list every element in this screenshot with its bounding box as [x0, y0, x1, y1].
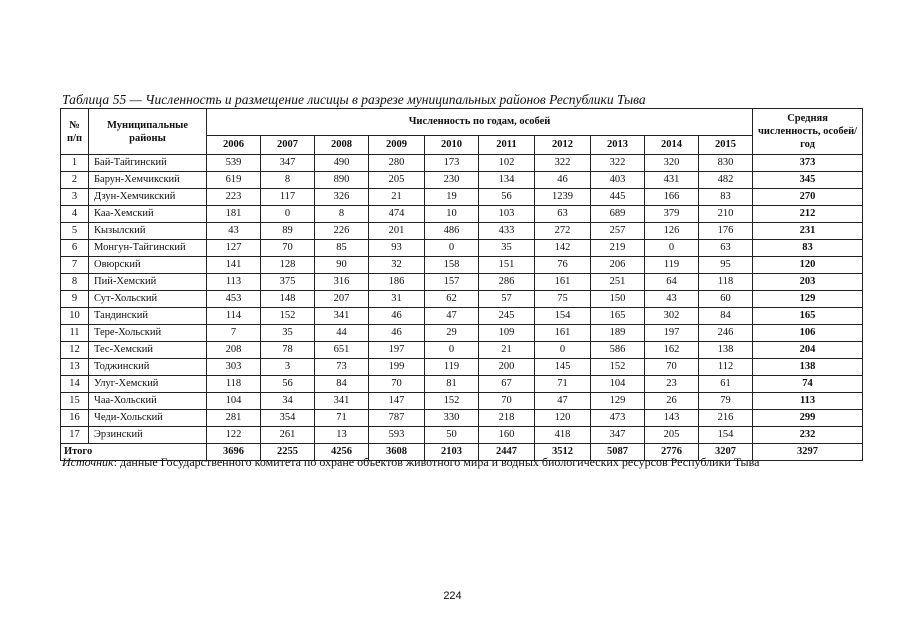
year-value: 19 [425, 189, 479, 206]
year-value: 70 [479, 393, 535, 410]
year-value: 129 [591, 393, 645, 410]
average-value: 120 [753, 257, 863, 274]
table-row [61, 257, 863, 274]
year-value: 1239 [535, 189, 591, 206]
year-value: 586 [591, 342, 645, 359]
year-value: 379 [645, 206, 699, 223]
total-year-value: 3207 [699, 444, 753, 461]
year-value: 651 [315, 342, 369, 359]
row-number: 13 [61, 359, 89, 376]
year-value: 7 [207, 325, 261, 342]
year-value: 272 [535, 223, 591, 240]
year-value: 593 [369, 427, 425, 444]
year-value: 418 [535, 427, 591, 444]
district-name: Чаа-Хольский [89, 393, 207, 410]
year-value: 56 [261, 376, 315, 393]
header-row-number: № п/п [61, 109, 89, 155]
year-value: 118 [207, 376, 261, 393]
year-value: 109 [479, 325, 535, 342]
total-year-value: 4256 [315, 444, 369, 461]
year-value: 70 [645, 359, 699, 376]
year-value: 326 [315, 189, 369, 206]
year-value: 166 [645, 189, 699, 206]
table-row [61, 427, 863, 444]
year-value: 251 [591, 274, 645, 291]
year-value: 347 [591, 427, 645, 444]
row-number: 16 [61, 410, 89, 427]
year-value: 13 [315, 427, 369, 444]
year-value: 302 [645, 308, 699, 325]
average-value: 129 [753, 291, 863, 308]
header-year: 2010 [425, 136, 479, 155]
header-year: 2012 [535, 136, 591, 155]
year-value: 176 [699, 223, 753, 240]
total-year-value: 3696 [207, 444, 261, 461]
year-value: 158 [425, 257, 479, 274]
table-row [61, 291, 863, 308]
year-value: 246 [699, 325, 753, 342]
year-value: 286 [479, 274, 535, 291]
district-name: Тандинский [89, 308, 207, 325]
year-value: 21 [479, 342, 535, 359]
year-value: 119 [645, 257, 699, 274]
year-value: 354 [261, 410, 315, 427]
year-value: 8 [261, 172, 315, 189]
year-value: 161 [535, 274, 591, 291]
year-value: 8 [315, 206, 369, 223]
table-row [61, 308, 863, 325]
header-years-group: Численность по годам, особей [207, 109, 753, 136]
year-value: 10 [425, 206, 479, 223]
total-year-value: 5087 [591, 444, 645, 461]
year-value: 143 [645, 410, 699, 427]
year-value: 189 [591, 325, 645, 342]
year-value: 890 [315, 172, 369, 189]
year-value: 29 [425, 325, 479, 342]
year-value: 445 [591, 189, 645, 206]
year-value: 23 [645, 376, 699, 393]
year-value: 199 [369, 359, 425, 376]
table-row [61, 410, 863, 427]
table-body [61, 155, 863, 461]
header-year: 2006 [207, 136, 261, 155]
year-value: 70 [261, 240, 315, 257]
year-value: 145 [535, 359, 591, 376]
year-value: 46 [369, 325, 425, 342]
year-value: 119 [425, 359, 479, 376]
year-value: 71 [315, 410, 369, 427]
row-number: 8 [61, 274, 89, 291]
year-value: 403 [591, 172, 645, 189]
year-value: 134 [479, 172, 535, 189]
year-value: 320 [645, 155, 699, 172]
year-value: 486 [425, 223, 479, 240]
average-value: 232 [753, 427, 863, 444]
year-value: 433 [479, 223, 535, 240]
average-value: 204 [753, 342, 863, 359]
year-value: 85 [315, 240, 369, 257]
table-row [61, 172, 863, 189]
year-value: 147 [369, 393, 425, 410]
year-value: 230 [425, 172, 479, 189]
year-value: 0 [261, 206, 315, 223]
source-text: : данные Государственного комитета по охране объектов животного мира и водных биологических ресурсов Республики Тыва [113, 455, 760, 469]
year-value: 787 [369, 410, 425, 427]
district-name: Пий-Хемский [89, 274, 207, 291]
year-value: 150 [591, 291, 645, 308]
year-value: 114 [207, 308, 261, 325]
table-row [61, 274, 863, 291]
district-name: Каа-Хемский [89, 206, 207, 223]
year-value: 73 [315, 359, 369, 376]
year-value: 63 [535, 206, 591, 223]
year-value: 31 [369, 291, 425, 308]
year-value: 34 [261, 393, 315, 410]
year-value: 473 [591, 410, 645, 427]
average-value: 113 [753, 393, 863, 410]
year-value: 67 [479, 376, 535, 393]
district-name: Тоджинский [89, 359, 207, 376]
fox-population-table [60, 108, 863, 461]
year-value: 113 [207, 274, 261, 291]
row-number: 1 [61, 155, 89, 172]
year-value: 619 [207, 172, 261, 189]
table-caption [62, 92, 762, 108]
table-caption-dash: — [126, 92, 146, 107]
district-name: Овюрский [89, 257, 207, 274]
row-number: 4 [61, 206, 89, 223]
year-value: 226 [315, 223, 369, 240]
year-value: 152 [261, 308, 315, 325]
district-name: Барун-Хемчикский [89, 172, 207, 189]
year-value: 316 [315, 274, 369, 291]
year-value: 62 [425, 291, 479, 308]
year-value: 154 [699, 427, 753, 444]
year-value: 50 [425, 427, 479, 444]
header-year: 2014 [645, 136, 699, 155]
year-value: 160 [479, 427, 535, 444]
year-value: 151 [479, 257, 535, 274]
year-value: 205 [369, 172, 425, 189]
year-value: 46 [535, 172, 591, 189]
year-value: 453 [207, 291, 261, 308]
year-value: 60 [699, 291, 753, 308]
average-value: 203 [753, 274, 863, 291]
year-value: 95 [699, 257, 753, 274]
year-value: 63 [699, 240, 753, 257]
year-value: 375 [261, 274, 315, 291]
district-name: Дзун-Хемчикский [89, 189, 207, 206]
year-value: 181 [207, 206, 261, 223]
average-value: 299 [753, 410, 863, 427]
year-value: 75 [535, 291, 591, 308]
year-value: 126 [645, 223, 699, 240]
year-value: 83 [699, 189, 753, 206]
district-name: Чеди-Хольский [89, 410, 207, 427]
row-number: 10 [61, 308, 89, 325]
year-value: 201 [369, 223, 425, 240]
row-number: 3 [61, 189, 89, 206]
year-value: 35 [261, 325, 315, 342]
year-value: 43 [645, 291, 699, 308]
year-value: 104 [591, 376, 645, 393]
header-year: 2007 [261, 136, 315, 155]
district-name: Монгун-Тайгинский [89, 240, 207, 257]
year-value: 128 [261, 257, 315, 274]
year-value: 303 [207, 359, 261, 376]
header-year: 2011 [479, 136, 535, 155]
row-number: 17 [61, 427, 89, 444]
year-value: 47 [535, 393, 591, 410]
total-year-value: 3512 [535, 444, 591, 461]
year-value: 76 [535, 257, 591, 274]
year-value: 161 [535, 325, 591, 342]
year-value: 200 [479, 359, 535, 376]
year-value: 154 [535, 308, 591, 325]
year-value: 90 [315, 257, 369, 274]
year-value: 482 [699, 172, 753, 189]
year-value: 93 [369, 240, 425, 257]
district-name: Кызылский [89, 223, 207, 240]
row-number: 11 [61, 325, 89, 342]
year-value: 186 [369, 274, 425, 291]
average-value: 373 [753, 155, 863, 172]
year-value: 280 [369, 155, 425, 172]
table-row [61, 393, 863, 410]
year-value: 347 [261, 155, 315, 172]
total-year-value: 2776 [645, 444, 699, 461]
year-value: 3 [261, 359, 315, 376]
year-value: 56 [479, 189, 535, 206]
year-value: 207 [315, 291, 369, 308]
year-value: 120 [535, 410, 591, 427]
year-value: 148 [261, 291, 315, 308]
row-number: 7 [61, 257, 89, 274]
year-value: 102 [479, 155, 535, 172]
year-value: 205 [645, 427, 699, 444]
year-value: 341 [315, 308, 369, 325]
table-row [61, 155, 863, 172]
row-number: 9 [61, 291, 89, 308]
year-value: 216 [699, 410, 753, 427]
year-value: 162 [645, 342, 699, 359]
year-value: 43 [207, 223, 261, 240]
average-value: 270 [753, 189, 863, 206]
year-value: 197 [645, 325, 699, 342]
year-value: 47 [425, 308, 479, 325]
district-name: Сут-Хольский [89, 291, 207, 308]
year-value: 219 [591, 240, 645, 257]
year-value: 341 [315, 393, 369, 410]
year-value: 89 [261, 223, 315, 240]
row-number: 2 [61, 172, 89, 189]
district-name: Улуг-Хемский [89, 376, 207, 393]
row-number: 15 [61, 393, 89, 410]
year-value: 322 [591, 155, 645, 172]
average-value: 212 [753, 206, 863, 223]
table-row [61, 240, 863, 257]
average-value: 83 [753, 240, 863, 257]
total-year-value: 2103 [425, 444, 479, 461]
year-value: 330 [425, 410, 479, 427]
year-value: 104 [207, 393, 261, 410]
year-value: 245 [479, 308, 535, 325]
year-value: 46 [369, 308, 425, 325]
year-value: 539 [207, 155, 261, 172]
year-value: 173 [425, 155, 479, 172]
year-value: 210 [699, 206, 753, 223]
year-value: 141 [207, 257, 261, 274]
year-value: 112 [699, 359, 753, 376]
header-year: 2009 [369, 136, 425, 155]
average-value: 138 [753, 359, 863, 376]
district-name: Тере-Хольский [89, 325, 207, 342]
year-value: 81 [425, 376, 479, 393]
year-value: 142 [535, 240, 591, 257]
table-row [61, 223, 863, 240]
average-value: 345 [753, 172, 863, 189]
year-value: 118 [699, 274, 753, 291]
year-value: 830 [699, 155, 753, 172]
table-row [61, 325, 863, 342]
year-value: 261 [261, 427, 315, 444]
year-value: 84 [699, 308, 753, 325]
table-row [61, 376, 863, 393]
total-year-value: 2255 [261, 444, 315, 461]
total-label: Итого [61, 444, 207, 461]
year-value: 32 [369, 257, 425, 274]
district-name: Эрзинский [89, 427, 207, 444]
year-value: 322 [535, 155, 591, 172]
year-value: 35 [479, 240, 535, 257]
header-district: Муниципальные районы [89, 109, 207, 155]
table-caption-text: Численность и размещение лисицы в разрезе муниципальных районов Республики Тыва [145, 92, 646, 107]
year-value: 70 [369, 376, 425, 393]
year-value: 206 [591, 257, 645, 274]
year-value: 0 [425, 342, 479, 359]
year-value: 431 [645, 172, 699, 189]
row-number: 12 [61, 342, 89, 359]
header-year: 2013 [591, 136, 645, 155]
year-value: 44 [315, 325, 369, 342]
source-label: Источник [62, 455, 114, 469]
header-year: 2008 [315, 136, 369, 155]
average-value: 74 [753, 376, 863, 393]
year-value: 208 [207, 342, 261, 359]
district-name: Тес-Хемский [89, 342, 207, 359]
year-value: 64 [645, 274, 699, 291]
year-value: 84 [315, 376, 369, 393]
year-value: 0 [645, 240, 699, 257]
table-row [61, 189, 863, 206]
year-value: 689 [591, 206, 645, 223]
table-row [61, 342, 863, 359]
row-number: 14 [61, 376, 89, 393]
year-value: 122 [207, 427, 261, 444]
header-year: 2015 [699, 136, 753, 155]
year-value: 117 [261, 189, 315, 206]
year-value: 0 [425, 240, 479, 257]
district-name: Бай-Тайгинский [89, 155, 207, 172]
page-number: 224 [443, 590, 462, 602]
table-header [61, 109, 863, 155]
year-value: 197 [369, 342, 425, 359]
average-value: 106 [753, 325, 863, 342]
table-caption-label: Таблица 55 [62, 92, 127, 107]
year-value: 490 [315, 155, 369, 172]
average-value: 165 [753, 308, 863, 325]
year-value: 218 [479, 410, 535, 427]
year-value: 165 [591, 308, 645, 325]
year-value: 0 [535, 342, 591, 359]
average-value: 231 [753, 223, 863, 240]
year-value: 281 [207, 410, 261, 427]
year-value: 157 [425, 274, 479, 291]
year-value: 152 [425, 393, 479, 410]
year-value: 223 [207, 189, 261, 206]
table-row [61, 359, 863, 376]
row-number: 5 [61, 223, 89, 240]
year-value: 103 [479, 206, 535, 223]
year-value: 26 [645, 393, 699, 410]
table-header-row-1 [61, 109, 863, 136]
year-value: 78 [261, 342, 315, 359]
year-value: 79 [699, 393, 753, 410]
total-year-value: 3608 [369, 444, 425, 461]
total-average-value: 3297 [753, 444, 863, 461]
year-value: 127 [207, 240, 261, 257]
year-value: 61 [699, 376, 753, 393]
year-value: 21 [369, 189, 425, 206]
year-value: 257 [591, 223, 645, 240]
year-value: 71 [535, 376, 591, 393]
total-year-value: 2447 [479, 444, 535, 461]
year-value: 152 [591, 359, 645, 376]
year-value: 138 [699, 342, 753, 359]
year-value: 474 [369, 206, 425, 223]
source-note [62, 455, 759, 470]
table-row [61, 206, 863, 223]
year-value: 57 [479, 291, 535, 308]
row-number: 6 [61, 240, 89, 257]
header-average: Средняя численность, особей/год [753, 109, 863, 155]
